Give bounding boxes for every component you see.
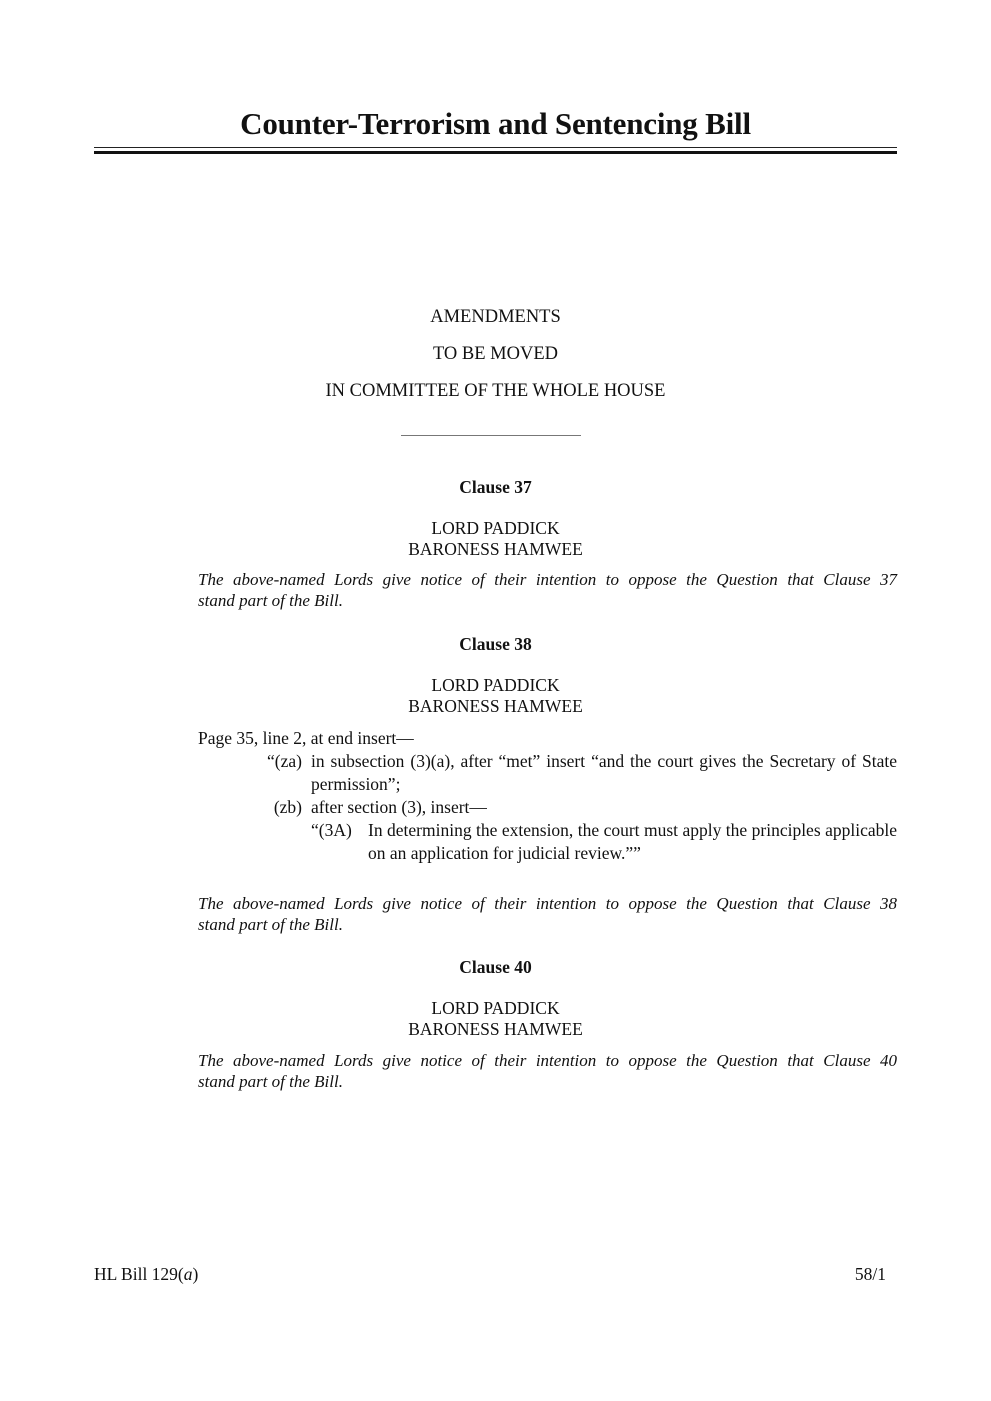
amendment-intro: Page 35, line 2, at end insert— — [198, 728, 414, 748]
name-baroness-hamwee: BARONESS HAMWEE — [408, 539, 583, 559]
name-baroness-hamwee: BARONESS HAMWEE — [408, 1019, 583, 1039]
section-divider — [401, 435, 581, 436]
amendment-item-3a — [198, 819, 897, 865]
name-lord-paddick: LORD PADDICK — [431, 998, 560, 1018]
clause-38-notice: The above-named Lords give notice of their intention to oppose the Question that Clause 38 stand part of the Bill. — [198, 894, 897, 934]
item-text: in subsection (3)(a), after “met” insert “and the court gives the Secretary of State permission”; — [311, 751, 897, 794]
clause-40-notice: The above-named Lords give notice of their intention to oppose the Question that Clause 40 stand part of the Bill. — [198, 1051, 897, 1091]
clause-38-amendment — [198, 727, 897, 865]
item-label: “(za) — [267, 751, 302, 771]
title-rule-thin — [94, 147, 897, 148]
name-baroness-hamwee: BARONESS HAMWEE — [408, 696, 583, 716]
page-reference: 58/1 — [854, 1264, 886, 1284]
name-lord-paddick: LORD PADDICK — [431, 675, 560, 695]
clause-37-notice: The above-named Lords give notice of their intention to oppose the Question that Clause 37 stand part of the Bill. — [198, 570, 897, 610]
clause-40-heading: Clause 40 — [459, 957, 532, 977]
item-text: after section (3), insert— — [311, 797, 487, 817]
clause-37-names — [0, 518, 991, 560]
bill-reference: HL Bill 129(a) — [94, 1264, 199, 1284]
title-rule-thick — [94, 151, 897, 154]
item-label: (zb) — [273, 797, 302, 817]
intro-committee: IN COMMITTEE OF THE WHOLE HOUSE — [325, 381, 666, 401]
clause-40-names — [0, 998, 991, 1040]
amendment-item-za — [198, 750, 897, 796]
document-title: Counter-Terrorism and Sentencing Bill — [240, 106, 751, 141]
item-text: In determining the extension, the court must apply the principles applicable on an application for judicial review.”” — [368, 820, 897, 863]
amendment-item-zb — [198, 796, 897, 819]
clause-37-heading: Clause 37 — [459, 477, 532, 497]
intro-to-be-moved: TO BE MOVED — [432, 344, 559, 364]
clause-38-names — [0, 675, 991, 717]
item-label: “(3A) — [311, 820, 352, 840]
clause-38-heading: Clause 38 — [459, 634, 532, 654]
name-lord-paddick: LORD PADDICK — [431, 518, 560, 538]
intro-amendments: AMENDMENTS — [430, 307, 561, 327]
